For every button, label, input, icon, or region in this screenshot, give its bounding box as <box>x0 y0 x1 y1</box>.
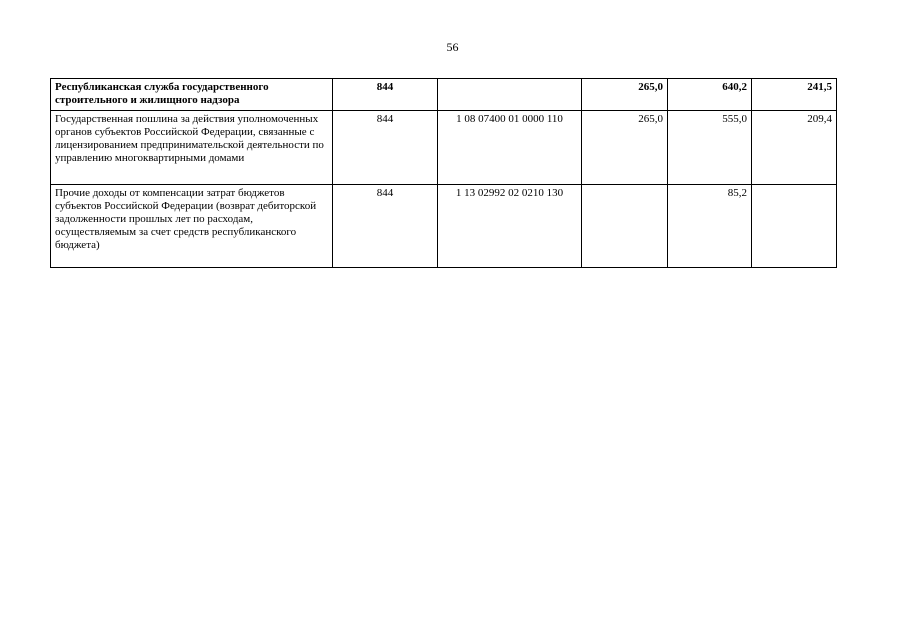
value3-cell: 241,5 <box>752 79 837 111</box>
table-row <box>51 185 837 268</box>
budget-code-cell: 1 13 02992 02 0210 130 <box>438 185 582 268</box>
budget-table <box>50 78 837 268</box>
admin-code-cell: 844 <box>333 111 438 185</box>
income-name-cell: Прочие доходы от компенсации затрат бюджетов субъектов Российской Федерации (возврат дебиторской задолженности прошлых лет по расходам, осуществляемым за счет средств республиканского бюджета) <box>51 185 333 268</box>
value3-cell: 209,4 <box>752 111 837 185</box>
value2-cell: 640,2 <box>668 79 752 111</box>
income-name-cell: Государственная пошлина за действия уполномоченных органов субъектов Российской Федерации, связанные с лицензированием предпринимательской деятельности по управлению многоквартирными домами <box>51 111 333 185</box>
value1-cell <box>582 185 668 268</box>
budget-code-cell <box>438 79 582 111</box>
value2-cell: 555,0 <box>668 111 752 185</box>
budget-code-cell: 1 08 07400 01 0000 110 <box>438 111 582 185</box>
value2-cell: 85,2 <box>668 185 752 268</box>
value1-cell: 265,0 <box>582 111 668 185</box>
income-name-cell: Республиканская служба государственного строительного и жилищного надзора <box>51 79 333 111</box>
value3-cell <box>752 185 837 268</box>
table-row <box>51 79 837 111</box>
value1-cell: 265,0 <box>582 79 668 111</box>
admin-code-cell: 844 <box>333 185 438 268</box>
page-number: 56 <box>446 40 459 54</box>
admin-code-cell: 844 <box>333 79 438 111</box>
table-row <box>51 111 837 185</box>
